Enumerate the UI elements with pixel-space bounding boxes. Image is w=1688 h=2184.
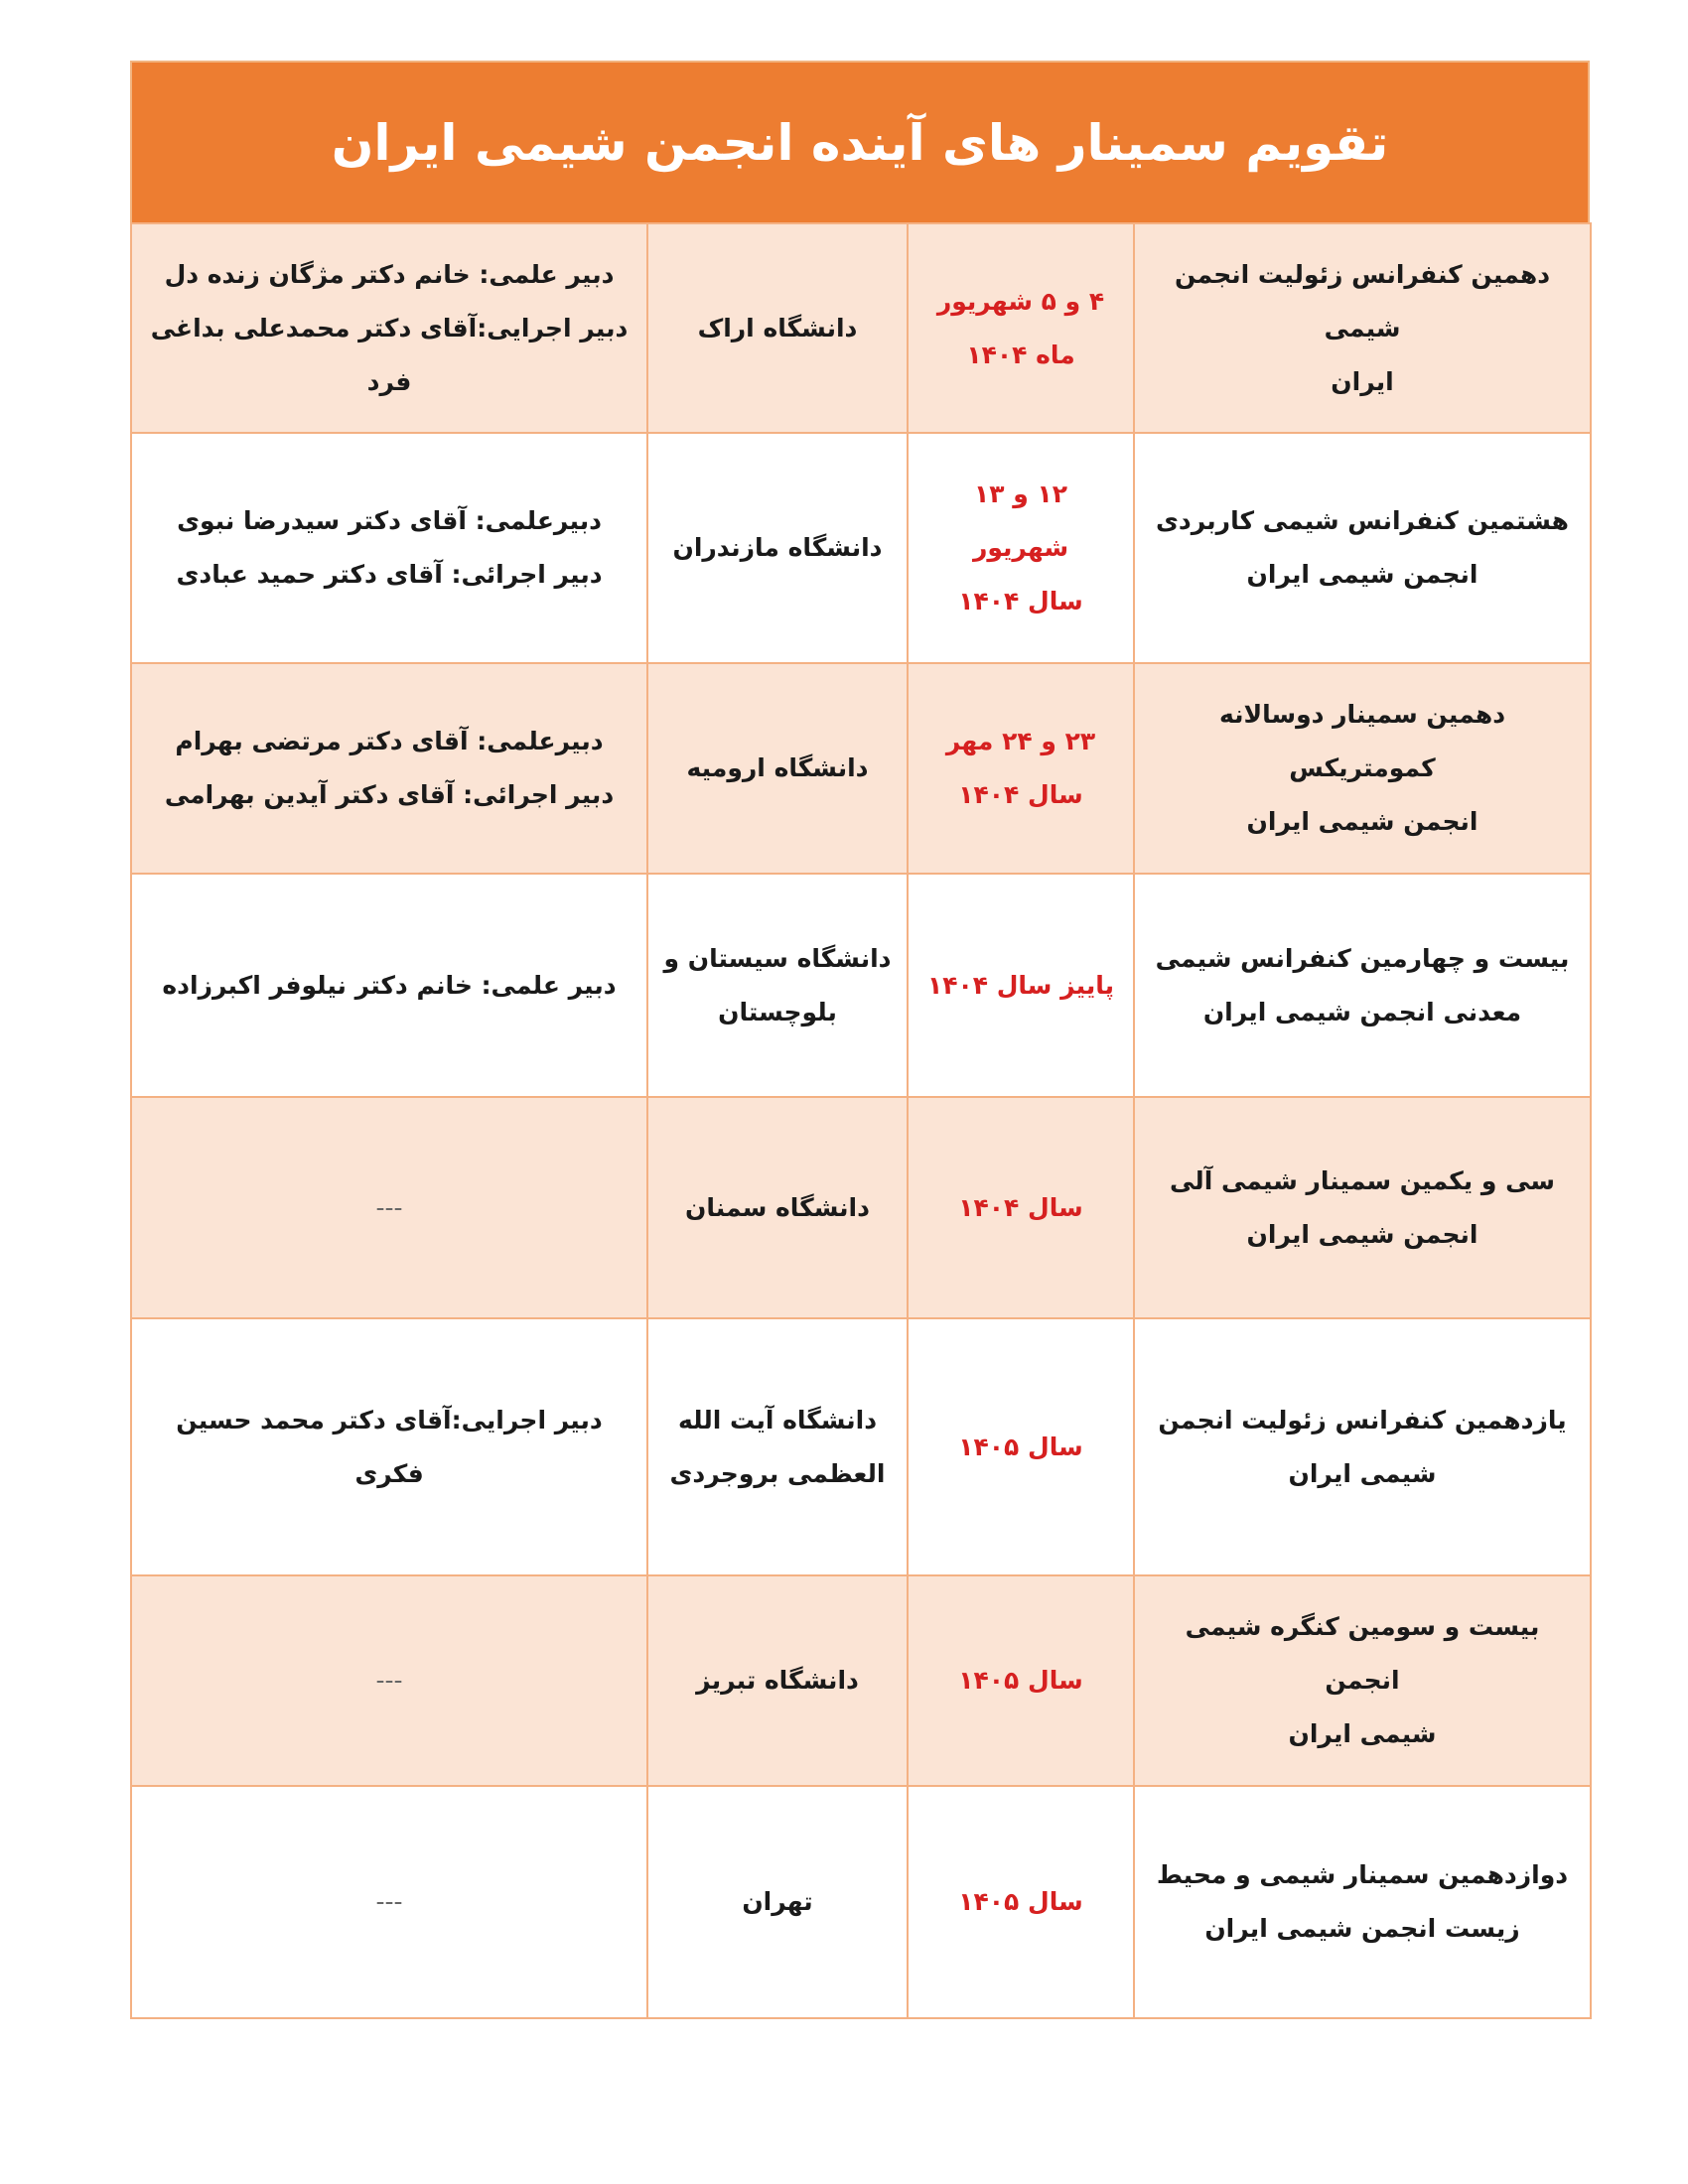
cell-text-line: سال ۱۴۰۵ <box>958 1887 1083 1916</box>
cell-text-line: ۱۲ و ۱۳ شهریور <box>972 479 1069 562</box>
seminar-calendar <box>130 61 1590 2019</box>
cell-text-line: بیست و چهارمین کنفرانس شیمی <box>1155 943 1570 973</box>
cell-text-line: شیمی ایران <box>1288 1719 1437 1748</box>
cell-text-line: فرد <box>366 366 412 396</box>
cell-text-line: دبیرعلمی: آقای دکتر مرتضی بهرام <box>175 727 604 755</box>
table-row <box>131 1097 1591 1318</box>
event-venue-cell <box>647 433 908 663</box>
event-name-cell <box>1134 1318 1591 1575</box>
calendar-title: تقویم سمینار های آینده انجمن شیمی ایران <box>331 113 1389 172</box>
cell-text-line: دانشگاه سیستان و <box>663 943 892 973</box>
event-date-cell <box>908 1786 1134 2018</box>
cell-text-line: سال ۱۴۰۴ <box>958 587 1083 615</box>
cell-text-line: هشتمین کنفرانس شیمی کاربردی <box>1156 506 1569 535</box>
event-secretary-cell <box>131 223 647 433</box>
event-venue-cell <box>647 1786 908 2018</box>
event-secretary-cell <box>131 874 647 1097</box>
cell-text-line: دبیرعلمی: آقای دکتر سیدرضا نبوی <box>177 506 602 535</box>
cell-text-line: تهران <box>742 1887 813 1916</box>
table-row <box>131 663 1591 874</box>
cell-text-line: --- <box>375 1192 403 1222</box>
cell-text-line: پاییز سال ۱۴۰۴ <box>926 970 1115 1000</box>
cell-text-line: شیمی ایران <box>1288 1458 1437 1488</box>
cell-text-line: انجمن شیمی ایران <box>1246 560 1478 589</box>
cell-text-line: بیست و سومین کنگره شیمی انجمن <box>1185 1612 1540 1695</box>
event-date-cell <box>908 663 1134 874</box>
cell-text-line: دهمین سمینار دوسالانه کمومتریکس <box>1218 700 1506 782</box>
event-secretary-cell <box>131 433 647 663</box>
seminar-table-body <box>131 223 1591 2018</box>
cell-text-line: --- <box>375 1887 403 1916</box>
event-name-cell <box>1134 1097 1591 1318</box>
cell-text-line: معدنی انجمن شیمی ایران <box>1202 997 1522 1026</box>
table-row <box>131 874 1591 1097</box>
event-secretary-cell <box>131 1318 647 1575</box>
event-date-cell <box>908 1575 1134 1786</box>
cell-text-line: دبیر اجرایی:آقای دکتر محمدعلی بداغی <box>150 313 629 342</box>
cell-text-line: دانشگاه مازندران <box>672 533 883 562</box>
seminar-table <box>130 222 1592 2019</box>
event-venue-cell <box>647 1318 908 1575</box>
event-name-cell <box>1134 663 1591 874</box>
cell-text-line: ۲۳ و ۲۴ مهر <box>945 727 1096 755</box>
event-name-cell <box>1134 874 1591 1097</box>
cell-text-line: ایران <box>1331 366 1394 396</box>
cell-text-line: دبیر اجرائی: آقای دکتر آیدین بهرامی <box>164 780 615 809</box>
cell-text-line: ماه ۱۴۰۴ <box>966 340 1075 369</box>
table-row <box>131 1575 1591 1786</box>
cell-text-line: بلوچستان <box>718 997 837 1026</box>
event-name-cell <box>1134 223 1591 433</box>
event-date-cell <box>908 223 1134 433</box>
cell-text-line: --- <box>375 1666 403 1695</box>
cell-text-line: دهمین کنفرانس زئولیت انجمن شیمی <box>1174 259 1551 342</box>
event-date-cell <box>908 874 1134 1097</box>
cell-text-line: دبیر علمی: خانم دکتر نیلوفر اکبرزاده <box>162 970 617 1000</box>
event-name-cell <box>1134 433 1591 663</box>
cell-text-line: یازدهمین کنفرانس زئولیت انجمن <box>1158 1405 1567 1434</box>
cell-text-line: دبیر اجرایی:آقای دکتر محمد حسین فکری <box>176 1405 603 1488</box>
event-name-cell <box>1134 1786 1591 2018</box>
table-row <box>131 1318 1591 1575</box>
cell-text-line: دوازدهمین سمینار شیمی و محیط <box>1156 1860 1569 1889</box>
event-secretary-cell <box>131 663 647 874</box>
cell-text-line: سی و یکمین سمینار شیمی آلی <box>1170 1165 1555 1195</box>
cell-text-line: انجمن شیمی ایران <box>1246 1219 1478 1249</box>
event-date-cell <box>908 1318 1134 1575</box>
cell-text-line: دبیر علمی: خانم دکتر مژگان زنده دل <box>164 259 615 289</box>
event-venue-cell <box>647 663 908 874</box>
cell-text-line: دبیر اجرائی: آقای دکتر حمید عبادی <box>176 560 603 589</box>
table-row <box>131 223 1591 433</box>
cell-text-line: سال ۱۴۰۵ <box>958 1666 1083 1695</box>
cell-text-line: انجمن شیمی ایران <box>1246 807 1478 836</box>
event-venue-cell <box>647 1097 908 1318</box>
event-date-cell <box>908 433 1134 663</box>
cell-text-line: دانشگاه آیت الله <box>677 1405 878 1434</box>
cell-text-line: سال ۱۴۰۴ <box>958 780 1083 809</box>
event-secretary-cell <box>131 1097 647 1318</box>
table-row <box>131 433 1591 663</box>
event-name-cell <box>1134 1575 1591 1786</box>
cell-text-line: دانشگاه تبریز <box>696 1666 859 1695</box>
cell-text-line: دانشگاه ارومیه <box>686 753 869 782</box>
cell-text-line: سال ۱۴۰۵ <box>958 1432 1083 1461</box>
table-row <box>131 1786 1591 2018</box>
event-venue-cell <box>647 223 908 433</box>
cell-text-line: ۴ و ۵ شهریور <box>936 286 1105 316</box>
cell-text-line: دانشگاه سمنان <box>685 1192 870 1222</box>
event-secretary-cell <box>131 1786 647 2018</box>
cell-text-line: العظمی بروجردی <box>669 1458 886 1488</box>
cell-text-line: دانشگاه اراک <box>697 313 858 342</box>
cell-text-line: زیست انجمن شیمی ایران <box>1204 1914 1520 1943</box>
event-venue-cell <box>647 874 908 1097</box>
event-secretary-cell <box>131 1575 647 1786</box>
event-venue-cell <box>647 1575 908 1786</box>
event-date-cell <box>908 1097 1134 1318</box>
calendar-title-bar <box>130 61 1590 222</box>
cell-text-line: سال ۱۴۰۴ <box>958 1192 1083 1222</box>
